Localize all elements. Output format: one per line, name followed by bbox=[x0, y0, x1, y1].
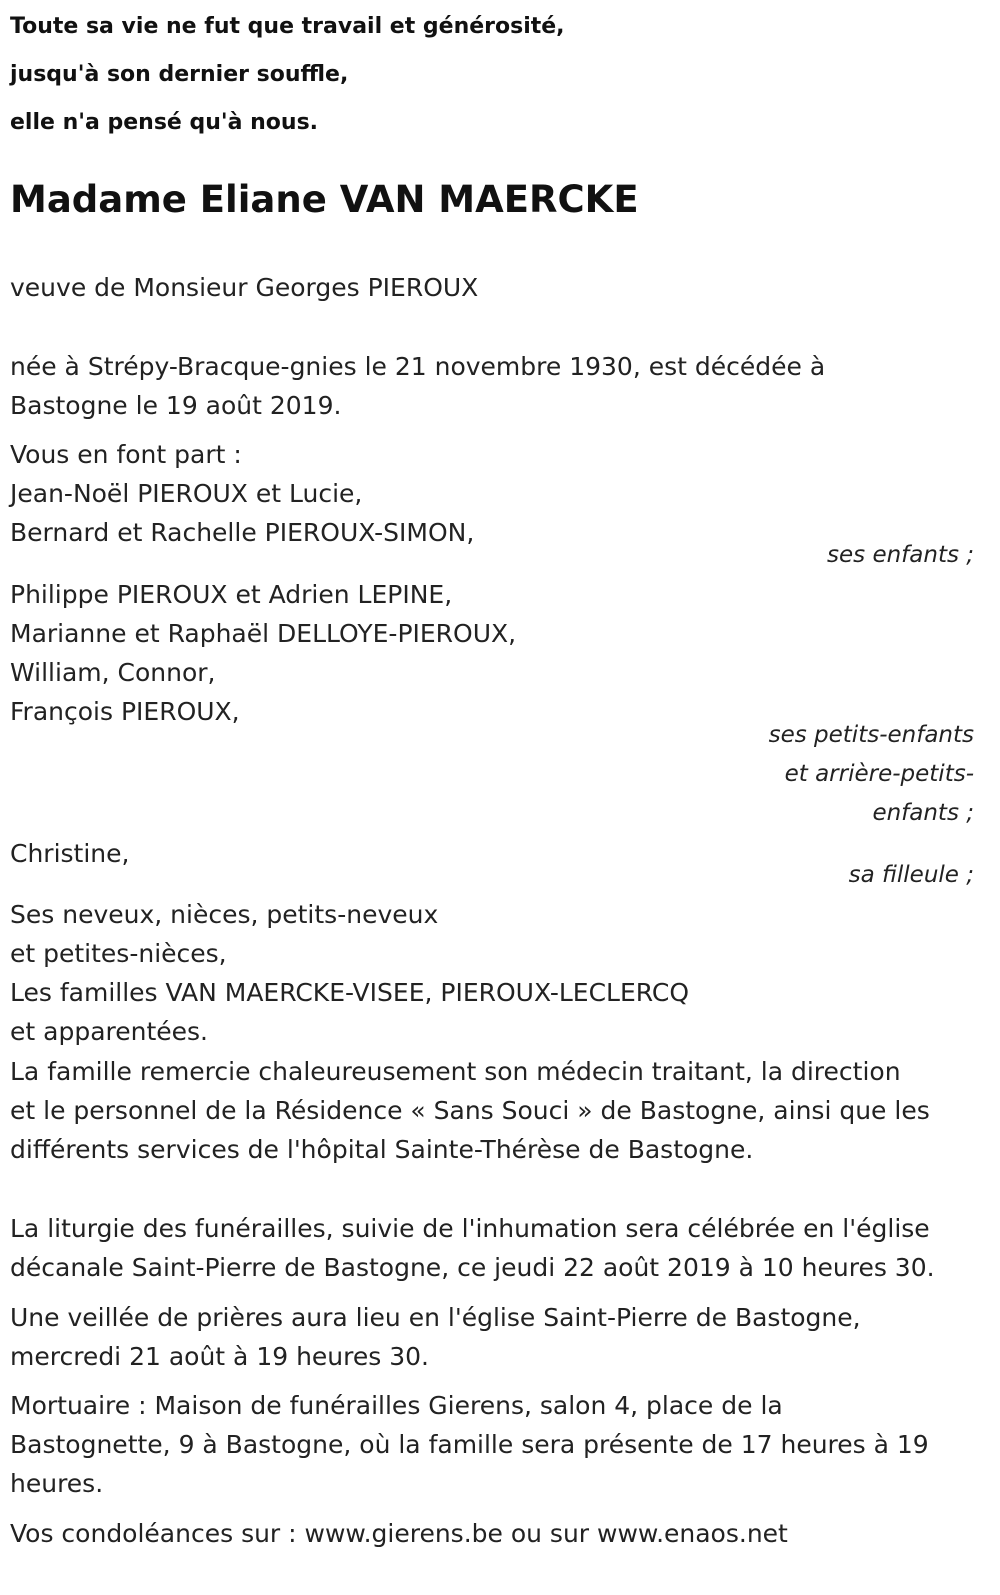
vigil-line: Une veillée de prières aura lieu en l'église Saint-Pierre de Bastogne, bbox=[10, 1303, 861, 1332]
extended-family-line: Ses neveux, nièces, petits-neveux bbox=[10, 900, 439, 929]
grandchildren-relation: enfants ; bbox=[872, 800, 974, 826]
grandchildren-relation: ses petits-enfants bbox=[768, 722, 974, 748]
extended-family-line: Les familles VAN MAERCKE-VISEE, PIEROUX-LECLERCQ bbox=[10, 978, 690, 1007]
epigraph-line: Toute sa vie ne fut que travail et générosité, bbox=[10, 14, 565, 39]
grandchildren-name: Philippe PIEROUX et Adrien LEPINE, bbox=[10, 580, 453, 609]
mortuary-line: Mortuaire : Maison de funérailles Gierens, salon 4, place de la bbox=[10, 1391, 783, 1420]
thanks-line: et le personnel de la Résidence « Sans Souci » de Bastogne, ainsi que les bbox=[10, 1096, 930, 1125]
epigraph-line: elle n'a pensé qu'à nous. bbox=[10, 110, 319, 135]
grandchildren-name: François PIEROUX, bbox=[10, 697, 240, 726]
mortuary-line: Bastognette, 9 à Bastogne, où la famille sera présente de 17 heures à 19 bbox=[10, 1430, 929, 1459]
thanks-line: La famille remercie chaleureusement son médecin traitant, la direction bbox=[10, 1057, 901, 1086]
children-relation: ses enfants ; bbox=[827, 542, 974, 568]
extended-family-line: et petites-nièces, bbox=[10, 939, 227, 968]
deceased-name: Madame Eliane VAN MAERCKE bbox=[10, 178, 639, 221]
spouse-line: veuve de Monsieur Georges PIEROUX bbox=[10, 273, 479, 302]
birth-death-line: Bastogne le 19 août 2019. bbox=[10, 391, 342, 420]
birth-death-line: née à Strépy-Bracque-gnies le 21 novembre 1930, est décédée à bbox=[10, 352, 826, 381]
goddaughter-name: Christine, bbox=[10, 839, 130, 868]
condolences-line: Vos condoléances sur : www.gierens.be ou sur www.enaos.net bbox=[10, 1519, 788, 1548]
funeral-line: décanale Saint-Pierre de Bastogne, ce jeudi 22 août 2019 à 10 heures 30. bbox=[10, 1253, 935, 1282]
grandchildren-name: William, Connor, bbox=[10, 658, 216, 687]
mortuary-line: heures. bbox=[10, 1469, 104, 1498]
epigraph-line: jusqu'à son dernier souffle, bbox=[10, 62, 349, 87]
vigil-line: mercredi 21 août à 19 heures 30. bbox=[10, 1342, 429, 1371]
thanks-line: différents services de l'hôpital Sainte-Thérèse de Bastogne. bbox=[10, 1135, 754, 1164]
children-name: Jean-Noël PIEROUX et Lucie, bbox=[10, 479, 363, 508]
funeral-line: La liturgie des funérailles, suivie de l'inhumation sera célébrée en l'église bbox=[10, 1214, 930, 1243]
grandchildren-relation: et arrière-petits- bbox=[784, 761, 974, 787]
extended-family-line: et apparentées. bbox=[10, 1017, 208, 1046]
announcement-intro: Vous en font part : bbox=[10, 440, 242, 469]
children-name: Bernard et Rachelle PIEROUX-SIMON, bbox=[10, 518, 475, 547]
grandchildren-name: Marianne et Raphaël DELLOYE-PIEROUX, bbox=[10, 619, 517, 648]
goddaughter-relation: sa filleule ; bbox=[848, 862, 974, 888]
